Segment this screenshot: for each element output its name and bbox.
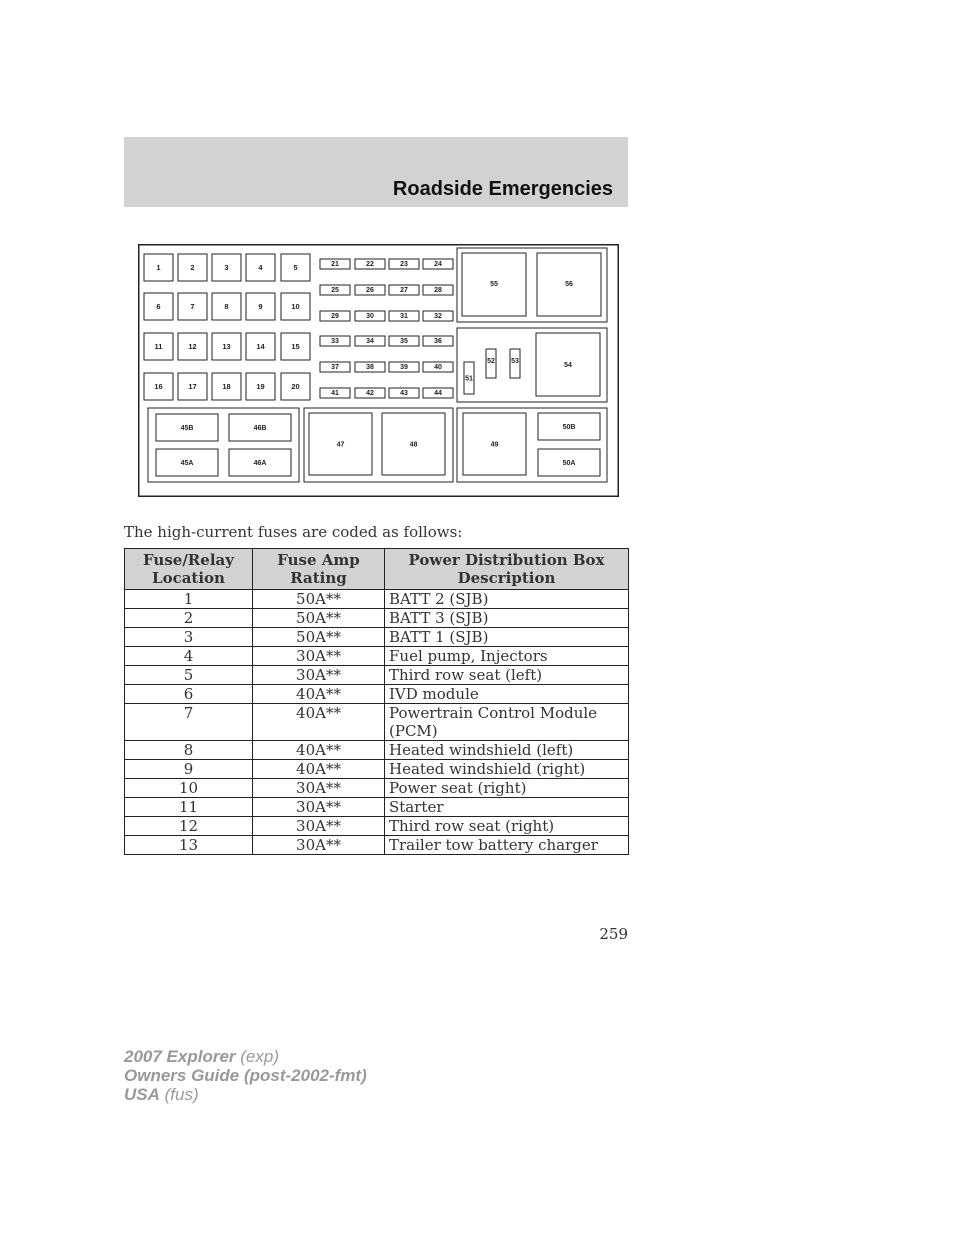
relay-56-label: 56 (565, 281, 573, 288)
page-number: 259 (599, 925, 628, 943)
relay-45b (156, 414, 218, 441)
fuse-2-label: 2 (190, 263, 195, 273)
fuse-34 (355, 336, 385, 346)
fuse-40 (423, 362, 453, 372)
fuse-14-label: 14 (256, 342, 265, 352)
fuse-31 (389, 311, 419, 321)
footer (124, 1047, 367, 1104)
fuse-30 (355, 311, 385, 321)
fuse-16 (144, 373, 173, 400)
cell-description: Heated windshield (right) (385, 760, 629, 779)
table-row (125, 779, 629, 798)
cell-location: 5 (125, 666, 253, 685)
relay-50a-label: 50A (562, 459, 576, 467)
fuse-24-label: 24 (434, 261, 442, 268)
fuse-30-label: 30 (366, 313, 374, 320)
cell-location: 8 (125, 741, 253, 760)
fuse-15-label: 15 (291, 342, 300, 352)
cell-description: Starter (385, 798, 629, 817)
cell-amp-rating: 30A** (253, 798, 385, 817)
cell-location: 13 (125, 836, 253, 855)
fuse-6 (144, 293, 173, 320)
cell-location: 3 (125, 628, 253, 647)
fuse-35-label: 35 (400, 338, 408, 345)
table-row (125, 666, 629, 685)
cell-description: Fuel pump, Injectors (385, 647, 629, 666)
fuse-36 (423, 336, 453, 346)
fuse-21 (320, 259, 350, 269)
fuse-22 (355, 259, 385, 269)
relay-group-45-46 (148, 408, 299, 482)
cell-amp-rating: 30A** (253, 836, 385, 855)
relay-45a-label: 45A (180, 459, 194, 467)
fuse-7-label: 7 (190, 302, 195, 312)
cell-location: 9 (125, 760, 253, 779)
relay-55-label: 55 (490, 281, 498, 288)
fuse-9 (246, 293, 275, 320)
fuse-box-svg (138, 244, 619, 497)
fuse-37 (320, 362, 350, 372)
relay-46b-label: 46B (253, 424, 267, 432)
fuse-25-label: 25 (331, 287, 339, 294)
fuse-12 (178, 333, 207, 360)
fuse-13-label: 13 (222, 342, 231, 352)
cell-description: Third row seat (right) (385, 817, 629, 836)
fuse-33-label: 33 (331, 338, 339, 345)
fuse-4-label: 4 (258, 263, 263, 273)
cell-amp-rating: 30A** (253, 779, 385, 798)
fuse-3-label: 3 (224, 263, 229, 273)
fuse-36-label: 36 (434, 338, 442, 345)
fuse-44 (423, 388, 453, 398)
fuse-31-label: 31 (400, 313, 408, 320)
cell-description: Trailer tow battery charger (385, 836, 629, 855)
fuse-10-label: 10 (291, 302, 300, 312)
intro-text: The high-current fuses are coded as follows: (124, 523, 463, 541)
relay-45b-label: 45B (180, 424, 194, 432)
header-band (124, 137, 628, 207)
cell-description: BATT 1 (SJB) (385, 628, 629, 647)
fuse-27 (389, 285, 419, 295)
fuse-24 (423, 259, 453, 269)
fuse-16-label: 16 (154, 382, 163, 392)
cell-description: IVD module (385, 685, 629, 704)
fuse-19 (246, 373, 275, 400)
fuse-43 (389, 388, 419, 398)
fuse-44-label: 44 (434, 390, 442, 397)
fuse-32 (423, 311, 453, 321)
fuse-15 (281, 333, 310, 360)
relay-53-label: 53 (511, 358, 519, 365)
relay-group-55-56 (457, 248, 607, 322)
cell-amp-rating: 50A** (253, 590, 385, 609)
fuse-41-label: 41 (331, 390, 339, 397)
relay-51 (464, 362, 474, 394)
fuse-17-label: 17 (188, 382, 197, 392)
fuse-38-label: 38 (366, 364, 374, 371)
fuse-40-label: 40 (434, 364, 442, 371)
fuse-table (124, 548, 629, 855)
cell-amp-rating: 30A** (253, 647, 385, 666)
fuse-box-diagram (138, 244, 619, 497)
relay-52-label: 52 (487, 358, 495, 365)
fuse-11 (144, 333, 173, 360)
fuse-29-label: 29 (331, 313, 339, 320)
fuse-5-label: 5 (293, 263, 298, 273)
fuse-41 (320, 388, 350, 398)
cell-description: Power seat (right) (385, 779, 629, 798)
cell-amp-rating: 30A** (253, 817, 385, 836)
cell-location: 2 (125, 609, 253, 628)
cell-location: 1 (125, 590, 253, 609)
relay-46a-label: 46A (253, 459, 267, 467)
cell-location: 11 (125, 798, 253, 817)
relay-48 (382, 413, 445, 475)
fuse-10 (281, 293, 310, 320)
header-location: Fuse/Relay Location (125, 549, 253, 590)
cell-location: 12 (125, 817, 253, 836)
fuse-42-label: 42 (366, 390, 374, 397)
relay-54-label: 54 (564, 361, 572, 369)
fuse-21-label: 21 (331, 261, 339, 268)
fuse-26 (355, 285, 385, 295)
footer-line-2: Owners Guide (post-2002-fmt) (124, 1066, 367, 1085)
header-description: Power Distribution Box Description (385, 549, 629, 590)
relay-49 (463, 413, 526, 475)
fuse-39-label: 39 (400, 364, 408, 371)
fuse-18 (212, 373, 241, 400)
relay-group-47-48 (304, 408, 453, 482)
table-row (125, 609, 629, 628)
relay-52 (486, 349, 496, 378)
table-row (125, 836, 629, 855)
fuse-1 (144, 254, 173, 281)
fuse-11-label: 11 (154, 342, 163, 352)
relay-50a (538, 449, 600, 476)
relay-46b (229, 414, 291, 441)
fuse-12-label: 12 (188, 342, 197, 352)
fuse-23-label: 23 (400, 261, 408, 268)
table-row (125, 590, 629, 609)
fuse-35 (389, 336, 419, 346)
table-row (125, 628, 629, 647)
relay-48-label: 48 (409, 441, 418, 449)
relay-group-49-50 (457, 408, 607, 482)
relay-51-label: 51 (465, 375, 473, 383)
footer-line-3: USA (fus) (124, 1085, 199, 1104)
fuse-8-label: 8 (224, 302, 229, 312)
fuse-43-label: 43 (400, 390, 408, 397)
fuse-23 (389, 259, 419, 269)
fuse-1-label: 1 (156, 263, 161, 273)
header-amp-rating: Fuse Amp Rating (253, 549, 385, 590)
fuse-38 (355, 362, 385, 372)
relay-53 (510, 349, 520, 378)
relay-54 (536, 333, 600, 396)
fuse-2 (178, 254, 207, 281)
fuse-28 (423, 285, 453, 295)
footer-line-1: 2007 Explorer (exp) (124, 1047, 279, 1066)
relay-47 (309, 413, 372, 475)
fuse-3 (212, 254, 241, 281)
cell-amp-rating: 40A** (253, 704, 385, 741)
table-row (125, 647, 629, 666)
cell-location: 10 (125, 779, 253, 798)
relay-46a (229, 449, 291, 476)
fuse-20 (281, 373, 310, 400)
relay-group-51-54 (457, 328, 607, 402)
fuse-33 (320, 336, 350, 346)
cell-location: 7 (125, 704, 253, 741)
fuse-34-label: 34 (366, 338, 374, 345)
fuse-27-label: 27 (400, 287, 408, 294)
table-header-row (125, 549, 629, 590)
cell-amp-rating: 50A** (253, 609, 385, 628)
fuse-22-label: 22 (366, 261, 374, 268)
fuse-5 (281, 254, 310, 281)
cell-location: 4 (125, 647, 253, 666)
fuse-14 (246, 333, 275, 360)
fuse-13 (212, 333, 241, 360)
cell-description: BATT 3 (SJB) (385, 609, 629, 628)
fuse-29 (320, 311, 350, 321)
page-title: Roadside Emergencies (392, 178, 613, 200)
cell-location: 6 (125, 685, 253, 704)
relay-50b-label: 50B (562, 423, 576, 431)
relay-55 (462, 253, 526, 316)
cell-amp-rating: 40A** (253, 685, 385, 704)
fuse-39 (389, 362, 419, 372)
cell-description: Powertrain Control Module (PCM) (385, 704, 629, 741)
fuse-4 (246, 254, 275, 281)
relay-56 (537, 253, 601, 316)
cell-description: Heated windshield (left) (385, 741, 629, 760)
cell-amp-rating: 40A** (253, 760, 385, 779)
fuse-17 (178, 373, 207, 400)
fuse-19-label: 19 (256, 382, 265, 392)
fuse-28-label: 28 (434, 287, 442, 294)
relay-45a (156, 449, 218, 476)
fuse-20-label: 20 (291, 382, 300, 392)
table-row (125, 704, 629, 741)
table-row (125, 817, 629, 836)
fuse-32-label: 32 (434, 313, 442, 320)
relay-47-label: 47 (336, 441, 345, 449)
fuse-7 (178, 293, 207, 320)
cell-amp-rating: 40A** (253, 741, 385, 760)
fuse-26-label: 26 (366, 287, 374, 294)
fuse-9-label: 9 (258, 302, 263, 312)
cell-amp-rating: 50A** (253, 628, 385, 647)
fuse-6-label: 6 (156, 302, 161, 312)
table-row (125, 760, 629, 779)
relay-49-label: 49 (490, 441, 499, 449)
cell-description: BATT 2 (SJB) (385, 590, 629, 609)
cell-description: Third row seat (left) (385, 666, 629, 685)
cell-amp-rating: 30A** (253, 666, 385, 685)
fuse-42 (355, 388, 385, 398)
table-row (125, 741, 629, 760)
fuse-25 (320, 285, 350, 295)
table-row (125, 685, 629, 704)
fuse-8 (212, 293, 241, 320)
fuse-37-label: 37 (331, 364, 339, 371)
relay-50b (538, 413, 600, 440)
table-row (125, 798, 629, 817)
fuse-18-label: 18 (222, 382, 231, 392)
